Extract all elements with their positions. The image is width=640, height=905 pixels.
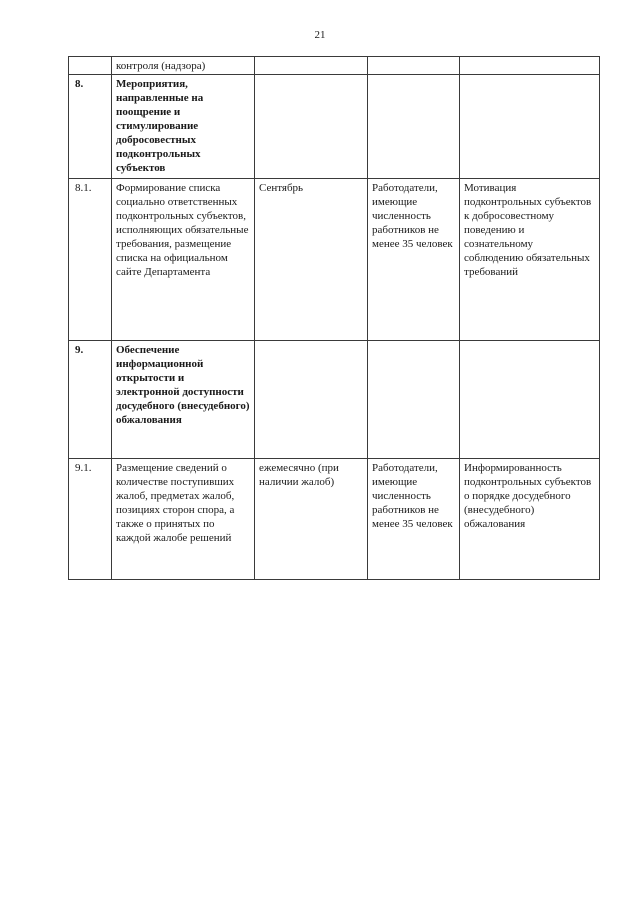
result-cell [460,341,600,459]
event-cell: Формирование списка социально ответственных подконтрольных субъектов, исполняющих обязательные требования, размещение списка на официальном сайте Департамента [112,179,255,341]
result-cell [460,75,600,179]
subjects-cell [368,75,460,179]
row-number: 8.1. [69,179,112,341]
table-row [69,459,600,580]
term-cell [255,75,368,179]
subjects-cell: Работодатели, имеющие численность работников не менее 35 человек [368,459,460,580]
term-cell: ежемесячно (при наличии жалоб) [255,459,368,580]
row-number: 9. [69,341,112,459]
table-row [69,57,600,75]
result-cell: Мотивация подконтрольных субъектов к добросовестному поведению и сознательному соблюдению обязательных требований [460,179,600,341]
event-cell: Обеспечение информационной открытости и электронной доступности досудебного (внесудебного) обжалования [112,341,255,459]
events-table [68,56,600,580]
subjects-cell: Работодатели, имеющие численность работников не менее 35 человек [368,179,460,341]
result-cell: Информированность подконтрольных субъектов о порядке досудебного (внесудебного) обжалования [460,459,600,580]
event-cell: Мероприятия, направленные на поощрение и стимулирование добросовестных подконтрольных субъектов [112,75,255,179]
row-number: 9.1. [69,459,112,580]
term-cell: Сентябрь [255,179,368,341]
table-row [69,75,600,179]
table-row [69,179,600,341]
term-cell [255,341,368,459]
term-cell [255,57,368,75]
result-cell [460,57,600,75]
event-cell: контроля (надзора) [112,57,255,75]
page-number: 21 [314,29,326,41]
row-number [69,57,112,75]
event-cell: Размещение сведений о количестве поступивших жалоб, предметах жалоб, позициях сторон спора, а также о принятых по каждой жалобе решений [112,459,255,580]
subjects-cell [368,57,460,75]
table-row [69,341,600,459]
row-number: 8. [69,75,112,179]
subjects-cell [368,341,460,459]
